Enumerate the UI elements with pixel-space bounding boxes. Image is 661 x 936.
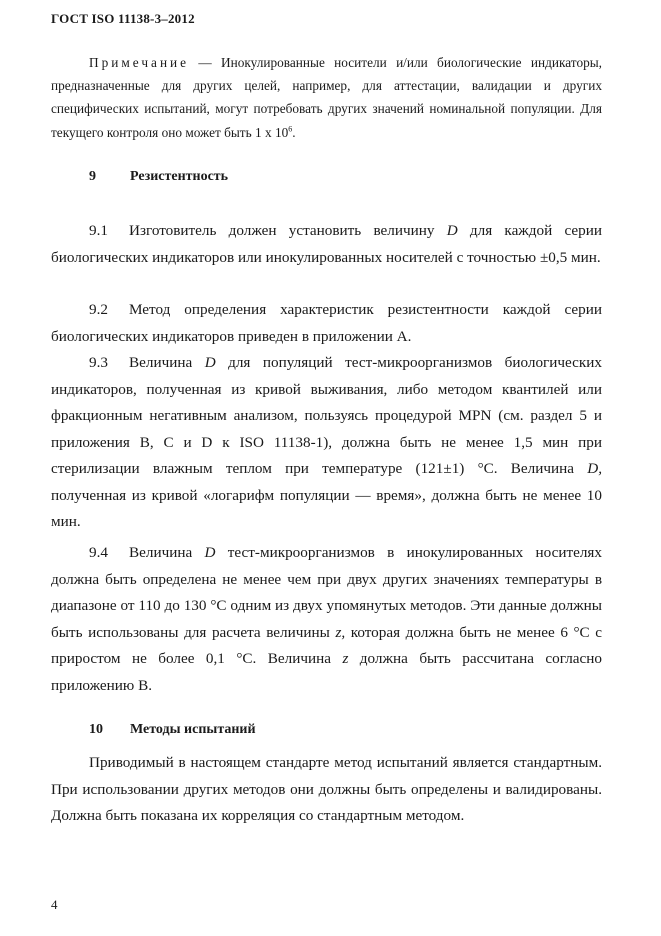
page-number: 4 bbox=[51, 897, 58, 912]
paragraph-9-4: 9.4 Величина D тест-микроорганизмов в инокулированных носителях должна быть определена не менее чем при двух других значениях температуры в диапазоне от 110 до 130 °С одним из двух упомянутых методов. Эти данные должны быть использованы для расчета величины z, которая должна быть не менее 6 °С с приростом не более 0,1 °С. Величина z должна быть рассчитана согласно приложению В. bbox=[51, 540, 602, 699]
note-dash: — bbox=[198, 55, 212, 70]
document-header: ГОСТ ISO 11138-3–2012 bbox=[51, 11, 195, 26]
variable-z: z, bbox=[335, 623, 346, 641]
paragraph-number: 9.4 bbox=[89, 544, 108, 561]
variable-z: z bbox=[342, 650, 349, 667]
note-end: . bbox=[292, 124, 296, 140]
section-10-number: 10 bbox=[89, 722, 103, 737]
note-exponent: 6 bbox=[288, 124, 293, 134]
variable-d: D, bbox=[587, 460, 602, 477]
section-10-title: Методы испытаний bbox=[130, 722, 256, 737]
paragraph-9-1: 9.1 Изготовитель должен установить величину D для каждой серии биологических индикаторов или инокулированных носителей с точностью ±0,5 мин. bbox=[51, 218, 602, 271]
paragraph-number: 9.1 bbox=[89, 222, 108, 239]
paragraph-number: 9.2 bbox=[89, 301, 108, 318]
section-9-number: 9 bbox=[89, 169, 96, 184]
note-text: Инокулированные носители и/или биологические индикаторы, предназначенные для других целей, например, для аттестации, валидации и других специфических испытаний, могут потребовать других значений номинальной популяции. Для текущего контроля оно может быть 1 х 10 bbox=[51, 55, 603, 140]
note-paragraph bbox=[51, 51, 602, 144]
note-label: Примечание bbox=[89, 55, 190, 70]
paragraph-number: 9.3 bbox=[89, 354, 108, 371]
paragraph-10-1: Приводимый в настоящем стандарте метод испытаний является стандартным. При использовании других методов они должны быть определены и валидированы. Должна быть показана их корреляция со стандартным методом. bbox=[51, 754, 602, 824]
variable-d: D bbox=[204, 354, 216, 371]
variable-d: D bbox=[446, 222, 458, 239]
variable-d: D bbox=[204, 544, 216, 561]
section-9-title: Резистентность bbox=[130, 169, 229, 184]
section-9-heading bbox=[89, 169, 228, 185]
paragraph-9-3: 9.3 Величина D для популяций тест-микроорганизмов биологических индикаторов, полученная из кривой выживания, либо методом квантилей или фракционным негативным анализом, пользуясь процедурой MPN (см. раздел 5 и приложения В, С и D к ISO 11138-1), должна быть не менее 1,5 мин при стерилизации влажным теплом при температуре (121±1) °С. Величина D, полученная из кривой «логарифм популяции — время», должна быть не менее 10 мин. bbox=[51, 350, 602, 536]
section-10-heading bbox=[89, 722, 256, 738]
paragraph-9-2: 9.2 Метод определения характеристик резистентности каждой серии биологических индикаторов приведен в приложении А. bbox=[51, 297, 602, 350]
